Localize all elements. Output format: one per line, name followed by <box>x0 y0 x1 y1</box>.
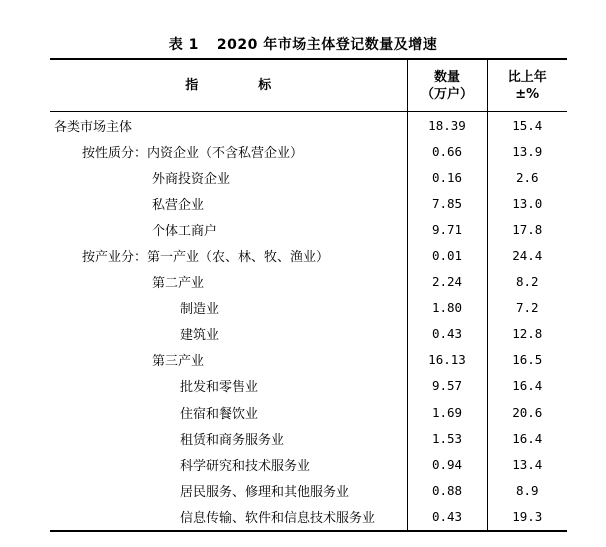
row-label-cell <box>50 112 407 139</box>
row-label: 第三产业 <box>152 354 205 370</box>
row-label: 私营企业 <box>152 197 205 213</box>
row-growth: 8.2 <box>487 269 567 295</box>
row-label-cell <box>50 216 407 242</box>
row-count: 18.39 <box>407 112 487 139</box>
statistics-table <box>50 58 567 532</box>
row-growth: 16.4 <box>487 425 567 451</box>
table-title-text: 2020 年市场主体登记数量及增速 <box>216 37 438 53</box>
table-row <box>50 164 567 190</box>
row-label: 居民服务、修理和其他服务业 <box>180 484 350 500</box>
row-label: 租赁和商务服务业 <box>180 432 285 448</box>
row-growth: 13.9 <box>487 138 567 164</box>
row-label: 批发和零售业 <box>180 380 259 396</box>
table-row <box>50 425 567 451</box>
table-row <box>50 138 567 164</box>
header-indicator-char2: 标 <box>258 78 272 93</box>
row-label-cell <box>50 138 407 164</box>
row-label-cell <box>50 347 407 373</box>
row-count: 1.80 <box>407 295 487 321</box>
table-row <box>50 399 567 425</box>
table-row <box>50 190 567 216</box>
row-label: 住宿和餐饮业 <box>180 406 259 422</box>
table-row <box>50 477 567 503</box>
table-header-row <box>50 59 567 112</box>
row-count: 9.71 <box>407 216 487 242</box>
table-row <box>50 295 567 321</box>
table-row <box>50 451 567 477</box>
row-label-cell <box>50 451 407 477</box>
row-growth: 12.8 <box>487 321 567 347</box>
row-growth: 19.3 <box>487 503 567 530</box>
row-label: 制造业 <box>180 302 220 318</box>
table-title <box>0 34 606 54</box>
row-label: 建筑业 <box>180 328 220 344</box>
row-growth: 24.4 <box>487 242 567 268</box>
header-count-line1: 数量 <box>433 69 460 85</box>
table-row <box>50 347 567 373</box>
row-label-cell <box>50 190 407 216</box>
row-label: 第一产业（农、林、牧、渔业） <box>147 250 330 266</box>
header-growth-line2: ±% <box>515 86 540 102</box>
header-growth <box>487 59 567 112</box>
header-count <box>407 59 487 112</box>
row-label-cell <box>50 242 407 268</box>
row-count: 0.88 <box>407 477 487 503</box>
row-growth: 13.4 <box>487 451 567 477</box>
row-growth: 8.9 <box>487 477 567 503</box>
row-label-cell <box>50 477 407 503</box>
row-count: 2.24 <box>407 269 487 295</box>
row-label-cell <box>50 373 407 399</box>
row-label-cell <box>50 425 407 451</box>
row-growth: 2.6 <box>487 164 567 190</box>
row-count: 7.85 <box>407 190 487 216</box>
header-indicator <box>50 59 407 112</box>
table-row <box>50 269 567 295</box>
row-count: 16.13 <box>407 347 487 373</box>
row-count: 1.69 <box>407 399 487 425</box>
table-row <box>50 503 567 530</box>
row-label-cell <box>50 269 407 295</box>
table-number: 表 1 <box>168 37 199 53</box>
row-growth: 13.0 <box>487 190 567 216</box>
row-label: 外商投资企业 <box>152 171 231 187</box>
row-growth: 15.4 <box>487 112 567 139</box>
row-count: 0.94 <box>407 451 487 477</box>
row-count: 0.43 <box>407 321 487 347</box>
row-growth: 17.8 <box>487 216 567 242</box>
row-count: 1.53 <box>407 425 487 451</box>
table-row <box>50 242 567 268</box>
row-growth: 20.6 <box>487 399 567 425</box>
row-label: 科学研究和技术服务业 <box>180 458 311 474</box>
row-label: 个体工商户 <box>152 223 218 239</box>
row-prefix: 按产业分： <box>82 250 148 266</box>
row-label-cell <box>50 321 407 347</box>
row-growth: 16.4 <box>487 373 567 399</box>
row-growth: 16.5 <box>487 347 567 373</box>
table-row <box>50 321 567 347</box>
header-indicator-char1: 指 <box>185 78 199 93</box>
table-row <box>50 216 567 242</box>
row-label-cell <box>50 164 407 190</box>
row-count: 9.57 <box>407 373 487 399</box>
row-label: 信息传输、软件和信息技术服务业 <box>180 510 376 526</box>
row-label-cell <box>50 295 407 321</box>
row-label-cell <box>50 503 407 530</box>
row-label: 内资企业（不含私营企业） <box>147 145 304 161</box>
row-count: 0.16 <box>407 164 487 190</box>
row-label: 第二产业 <box>152 276 205 292</box>
row-label: 各类市场主体 <box>54 119 133 135</box>
row-growth: 7.2 <box>487 295 567 321</box>
table-row <box>50 373 567 399</box>
row-prefix: 按性质分： <box>82 145 148 161</box>
row-count: 0.01 <box>407 242 487 268</box>
header-growth-line1: 比上年 <box>507 69 547 85</box>
row-count: 0.43 <box>407 503 487 530</box>
row-count: 0.66 <box>407 138 487 164</box>
table-row <box>50 112 567 139</box>
header-count-line2: （万户） <box>420 86 473 102</box>
row-label-cell <box>50 399 407 425</box>
